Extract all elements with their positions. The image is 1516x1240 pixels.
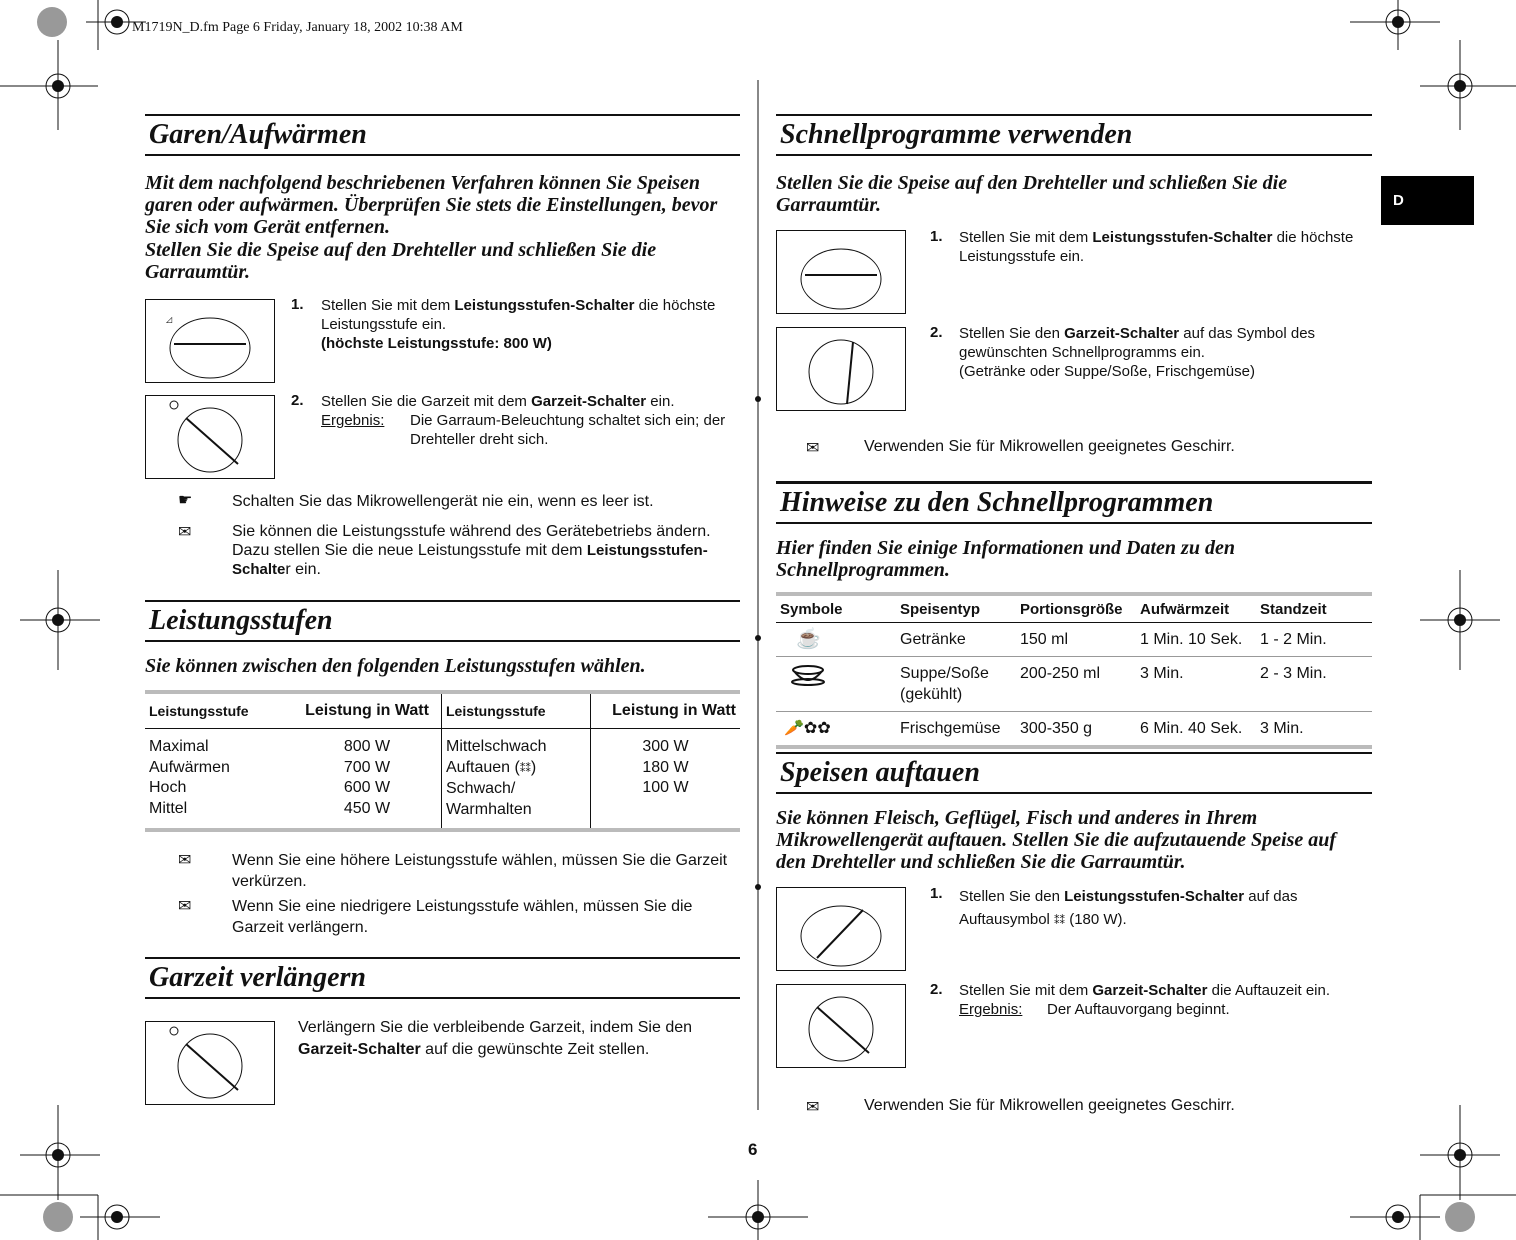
step-number: 1. [930, 228, 943, 245]
table-header: Symbole [776, 594, 896, 623]
note-icon: ✉ [806, 1099, 820, 1116]
table-header: Standzeit [1256, 594, 1372, 623]
lead-auftauen: Sie können Fleisch, Geflügel, Fisch und anderes in Ihrem Mikrowellengerät auftauen. Stellen Sie die aufzutauende Speise auf den Drehteller und schließen Sie die Garraumtür. [776, 807, 1337, 873]
lead-hinweise: Hier finden Sie einige Informationen und Daten zu den Schnellprogrammen. [776, 537, 1235, 581]
note-icon: ✉ [178, 898, 192, 915]
section-title-verlaengern: Garzeit verlängern [145, 957, 740, 999]
lead-garen-2: Stellen Sie die Speise auf den Drehteller und schließen Sie die Garraumtür. [145, 239, 657, 283]
lead-leistung: Sie können zwischen den folgenden Leistungsstufen wählen. [145, 655, 646, 677]
section-title-schnell: Schnellprogramme verwenden [776, 114, 1372, 156]
soup-bowl-icon [776, 657, 896, 712]
step-number: 2. [930, 324, 943, 341]
defrost-icon: ⁑⁑ [519, 762, 531, 775]
file-info: M1719N_D.fm Page 6 Friday, January 18, 2002 10:38 AM [132, 20, 463, 35]
power-dial-image [776, 887, 906, 971]
table-row: Suppe/Soße (gekühlt) 200-250 ml 3 Min. 2 - 3 Min. [776, 657, 1372, 712]
table-header: Leistungsstufe [442, 692, 591, 729]
vegetables-icon: 🥕✿✿ [784, 720, 831, 737]
defrost-icon: ⁑⁑ [1054, 915, 1066, 927]
section-title-leistung: Leistungsstufen [145, 600, 740, 642]
table-header: Leistung in Watt [293, 692, 442, 729]
table-row: 🥕✿✿ Frischgemüse 300-350 g 6 Min. 40 Sek. 3 Min. [776, 712, 1372, 748]
note-icon: ✉ [178, 524, 192, 541]
svg-text:◿: ◿ [166, 315, 173, 324]
power-levels-table [145, 690, 740, 832]
note-text: Wenn Sie eine niedrigere Leistungsstufe wählen, müssen Sie die Garzeit verlängern. [232, 898, 693, 936]
table-header: Leistung in Watt [591, 692, 741, 729]
timer-dial-image [145, 395, 275, 479]
step-number: 2. [930, 981, 943, 998]
cup-icon: ☕ [776, 623, 896, 657]
language-tab: D [1381, 176, 1474, 225]
page-number: 6 [748, 1140, 758, 1159]
margin-dot [755, 635, 761, 641]
step-number: 1. [930, 885, 943, 902]
warning-text: Schalten Sie das Mikrowellengerät nie ein, wenn es leer ist. [232, 493, 654, 510]
step-2-text: Stellen Sie die Garzeit mit dem Garzeit-Schalter ein. [321, 393, 675, 410]
note-icon: ✉ [806, 440, 820, 457]
power-dial-image [145, 299, 275, 383]
margin-dot [755, 884, 761, 890]
note-text: Verwenden Sie für Mikrowellen geeignetes Geschirr. [864, 1097, 1235, 1114]
note-text: Verwenden Sie für Mikrowellen geeignetes Geschirr. [864, 438, 1235, 455]
result-label: Ergebnis: [321, 412, 385, 429]
table-header: Leistungsstufe [145, 692, 293, 729]
step-number: 1. [291, 296, 304, 313]
table-row: Maximal Aufwärmen Hoch Mittel 800 W 700 W 600 W 450 W Mittelschwach Auftauen (⁑⁑) Schwach/ Warmhalten 300 W 180 W 100 W [145, 729, 740, 831]
section-title-hinweise: Hinweise zu den Schnellprogrammen [776, 481, 1372, 524]
result-text: Der Auftauvorgang beginnt. [1047, 1001, 1230, 1018]
result-label: Ergebnis: [959, 1001, 1023, 1018]
timer-dial-image [145, 1021, 275, 1105]
lead-schnell: Stellen Sie die Speise auf den Drehteller und schließen Sie die Garraumtür. [776, 172, 1288, 216]
step-1-text: Stellen Sie mit dem Leistungsstufen-Schalter die höchste Leistungsstufe ein. (höchste Leistungsstufe: 800 W) [321, 297, 716, 352]
note-text: Wenn Sie eine höhere Leistungsstufe wählen, müssen Sie die Garzeit verkürzen. [232, 852, 728, 890]
table-header: Portionsgröße [1016, 594, 1136, 623]
quick-programs-table [776, 592, 1372, 749]
step-2-text: Stellen Sie den Garzeit-Schalter auf das Symbol des gewünschten Schnellprogramms ein. (Getränke oder Suppe/Soße, Frischgemüse) [959, 325, 1316, 380]
note-text: Sie können die Leistungsstufe während des Gerätebetriebs ändern. Dazu stellen Sie die neue Leistungsstufe mit dem Leistungsstufen-Schalter ein. [232, 523, 711, 578]
step-1-text: Stellen Sie mit dem Leistungsstufen-Schalter die höchste Leistungsstufe ein. [959, 229, 1354, 265]
power-dial-image [776, 230, 906, 314]
section-title-auftauen: Speisen auftauen [776, 752, 1372, 794]
table-header: Aufwärmzeit [1136, 594, 1256, 623]
lead-garen: Mit dem nachfolgend beschriebenen Verfahren können Sie Speisen garen oder aufwärmen. Überprüfen Sie stets die Einstellungen, bevor Sie sich vom Gerät entfernen. [145, 172, 718, 238]
margin-dot [755, 396, 761, 402]
step-number: 2. [291, 392, 304, 409]
result-text: Die Garraum-Beleuchtung schaltet sich ein; der Drehteller dreht sich. [410, 412, 726, 448]
extend-text: Verlängern Sie die verbleibende Garzeit, indem Sie den Garzeit-Schalter auf die gewünschte Zeit stellen. [298, 1019, 693, 1058]
timer-dial-image [776, 984, 906, 1068]
step-1-text: Stellen Sie den Leistungsstufen-Schalter auf das Auftausymbol ⁑⁑ (180 W). [959, 888, 1298, 928]
note-icon: ✉ [178, 852, 192, 869]
step-2-text: Stellen Sie mit dem Garzeit-Schalter die Auftauzeit ein. [959, 982, 1331, 999]
table-header: Speisentyp [896, 594, 1016, 623]
timer-dial-image [776, 327, 906, 411]
table-row: ☕ Getränke 150 ml 1 Min. 10 Sek. 1 - 2 Min. [776, 623, 1372, 657]
section-title-garen: Garen/Aufwärmen [145, 114, 740, 156]
pointing-hand-icon: ☛ [178, 492, 193, 509]
